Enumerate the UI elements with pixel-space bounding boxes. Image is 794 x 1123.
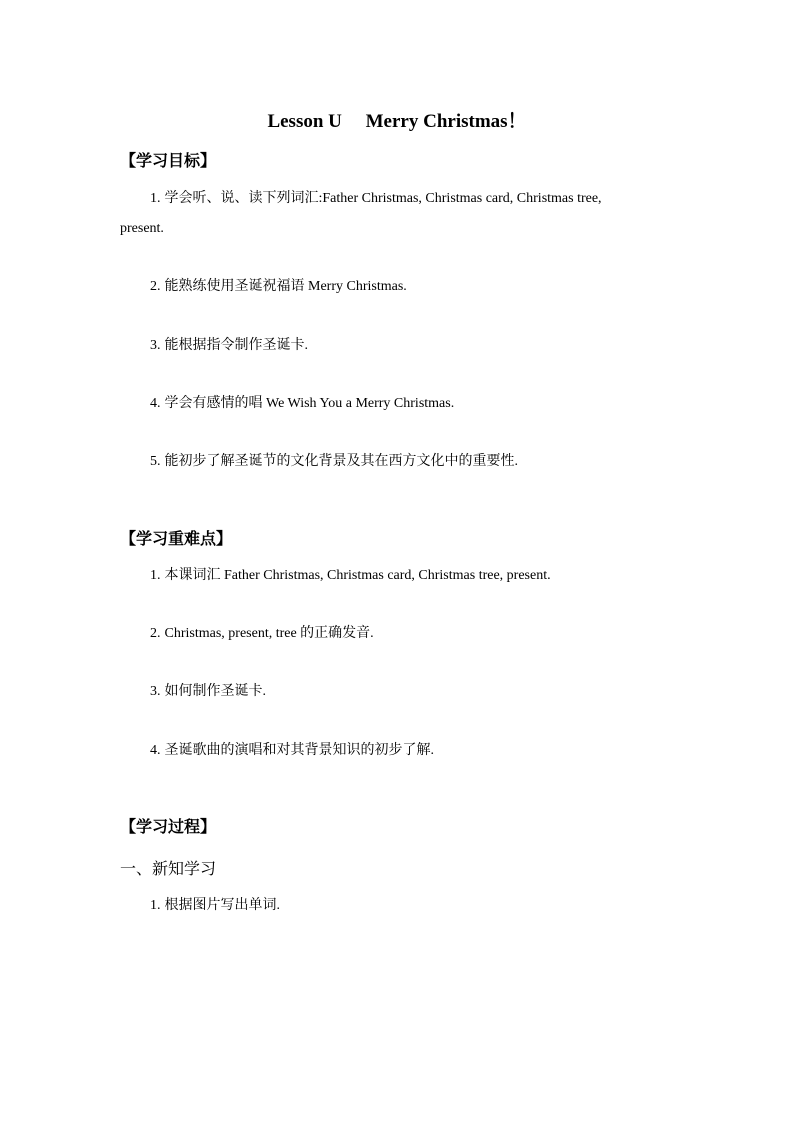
objective-item-5 [150,455,518,469]
item-number: 3. [150,684,161,699]
section-heading-process: 【学习过程】 [120,817,217,836]
item-number: 3. [150,338,161,353]
item-number: 1. [150,568,161,583]
item-text: 本课词汇 Father Christmas, Christmas card, Christmas tree, present. [164,568,551,583]
item-text: 圣诞歌曲的演唱和对其背景知识的初步了解. [164,743,434,758]
key-point-item-3 [150,685,266,699]
item-text: Christmas, present, tree 的正确发音. [164,626,374,641]
item-number: 4. [150,743,161,758]
item-text: 根据图片写出单词. [164,898,280,913]
key-point-item-4 [150,744,434,758]
item-number: 4. [150,396,161,411]
item-number: 1. [150,191,161,206]
objective-item-2 [150,280,407,294]
item-text: 如何制作圣诞卡. [164,684,266,699]
process-item-1 [150,899,280,913]
section-heading-key-points: 【学习重难点】 [120,529,233,548]
objective-item-4 [150,397,454,411]
subsection-heading-new-knowledge: 一、新知学习 [120,859,217,878]
section-heading-objectives: 【学习目标】 [120,151,217,170]
document-title: Lesson U Merry Christmas！ [267,111,527,132]
item-text: 学会听、说、读下列词汇:Father Christmas, Christmas card, Christmas tree, [164,191,602,206]
item-text: 能根据指令制作圣诞卡. [164,338,308,353]
key-point-item-2 [150,627,374,641]
item-text: 能熟练使用圣诞祝福语 Merry Christmas. [164,279,407,294]
objective-item-1-continuation: present. [120,221,164,236]
item-number: 2. [150,626,161,641]
item-text: 学会有感情的唱 We Wish You a Merry Christmas. [164,396,455,411]
key-point-item-1 [150,569,551,583]
objective-item-3 [150,339,308,353]
item-number: 1. [150,898,161,913]
objective-item-1 [150,192,602,206]
item-number: 5. [150,454,161,469]
item-text: 能初步了解圣诞节的文化背景及其在西方文化中的重要性. [164,454,518,469]
item-number: 2. [150,279,161,294]
